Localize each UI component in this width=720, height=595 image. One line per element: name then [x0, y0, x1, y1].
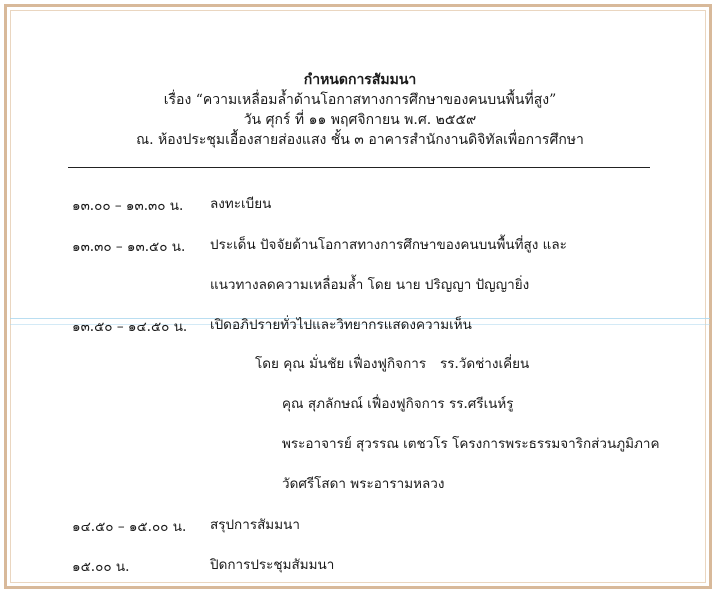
speaker-organization: วัดศรีโสดา พระอารามหลวง: [282, 476, 445, 492]
schedule-time: ๑๔.๕๐ – ๑๕.๐๐ น.: [72, 519, 187, 535]
document-subject: เรื่อง “ความเหลื่อมล้ำด้านโอกาสทางการศึกษาของคนบนพื้นที่สูง”: [163, 92, 557, 108]
schedule-time: ๑๓.๐๐ – ๑๓.๓๐ น.: [72, 198, 184, 214]
schedule-time: ๑๓.๓๐ – ๑๓.๕๐ น.: [72, 239, 186, 255]
schedule-description: สรุปการสัมมนา: [210, 517, 300, 533]
document-title: กำหนดการสัมมนา: [303, 72, 417, 88]
speaker-name: พระอาจารย์ สุวรรณ เตชวโร โครงการพระธรรมจาริกส่วนภูมิภาค: [282, 436, 660, 452]
speaker-name: คุณ สุภลักษณ์ เฟื่องฟูกิจการ รร.ศรีเนห์รู: [282, 396, 514, 412]
document-header: [60, 70, 660, 150]
schedule-description: ลงทะเบียน: [210, 196, 272, 212]
document-venue: ณ. ห้องประชุมเอื้องสายส่องแสง ชั้น ๓ อาคารสำนักงานดิจิทัลเพื่อการศึกษา: [136, 132, 584, 148]
speaker-name: โดย คุณ มั่นชัย เฟื่องฟูกิจการ: [255, 356, 427, 372]
schedule-time: ๑๓.๕๐ – ๑๔.๕๐ น.: [72, 319, 188, 335]
schedule-description: ปิดการประชุมสัมมนา: [210, 557, 335, 573]
schedule-time: ๑๕.๐๐ น.: [72, 559, 130, 575]
schedule-description-continued: แนวทางลดความเหลื่อมล้ำ โดย นาย ปริญญา ปัญญายิ่ง: [210, 277, 530, 293]
document-date: วัน ศุกร์ ที่ ๑๑ พฤศจิกายน พ.ศ. ๒๕๕๙: [243, 112, 477, 128]
header-divider: [68, 167, 650, 168]
speaker-organization: รร.วัดช่างเคี่ยน: [440, 356, 530, 372]
schedule-description: ประเด็น ปัจจัยด้านโอกาสทางการศึกษาของคนบนพื้นที่สูง และ: [210, 237, 567, 253]
schedule-description: เปิดอภิปรายทั่วไปและวิทยากรแสดงความเห็น: [210, 317, 472, 333]
